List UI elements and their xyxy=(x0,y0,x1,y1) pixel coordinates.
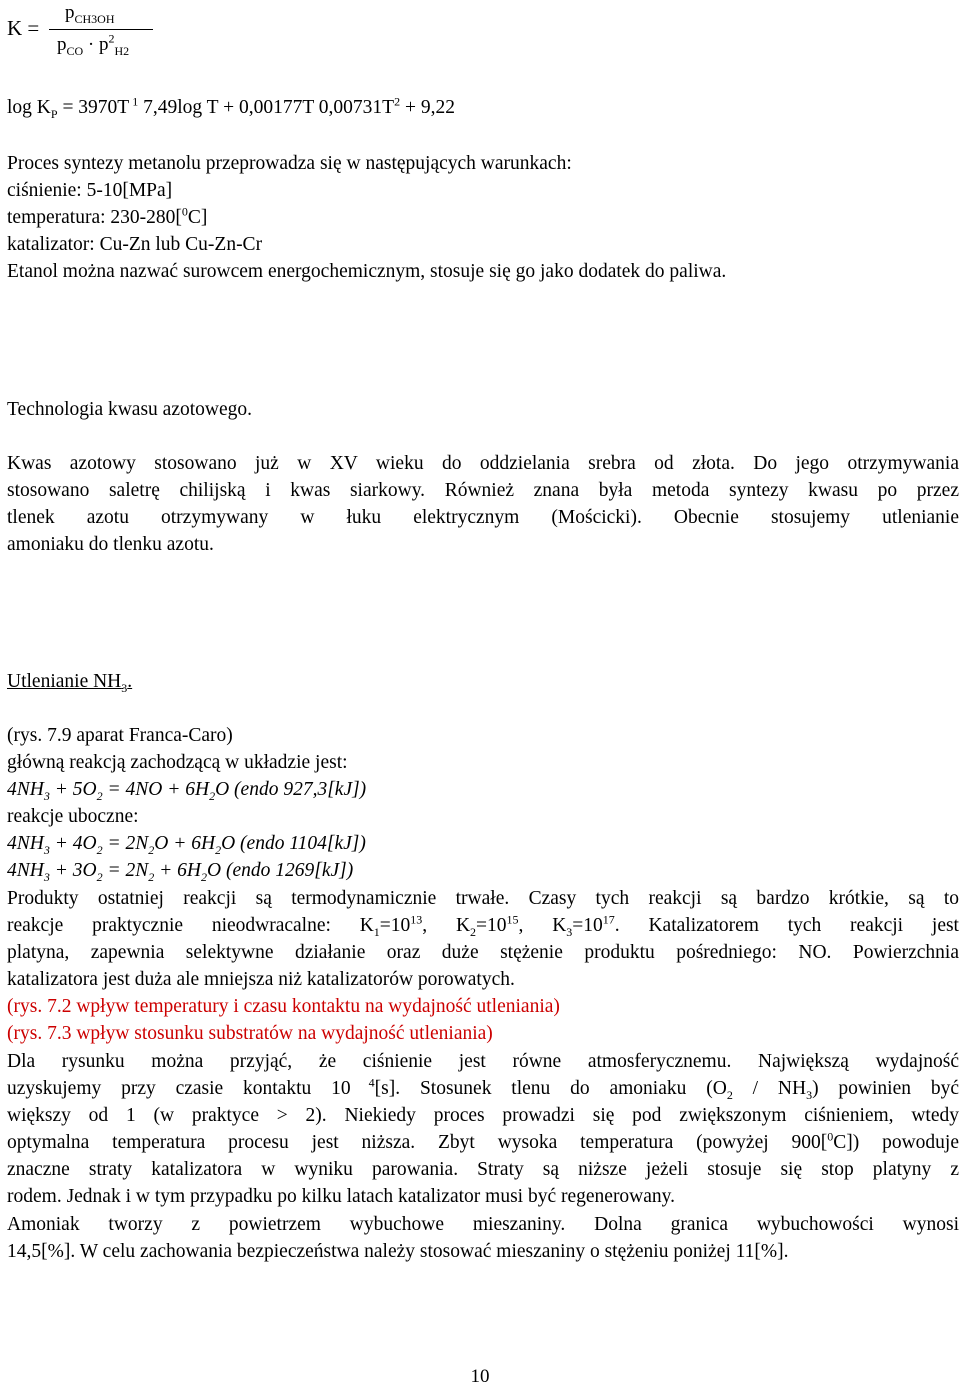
p3-line-4: katalizatora jest duża ale mniejsza niż katalizatorów porowatych. xyxy=(7,969,515,990)
p4-line-1: Dla rysunku można przyjąć, że ciśnienie jest równe atmosferycznemu. Największą wydajność xyxy=(7,1051,959,1072)
fraction-bar xyxy=(49,29,153,30)
side-reactions-label: reakcje uboczne: xyxy=(7,806,139,827)
methanol-line-3: temperatura: 230-280[$^0$C] xyxy=(7,204,208,228)
rys-7-3-ref: (rys. 7.3 wpływ stosunku substratów na wydajność utleniania) xyxy=(7,1023,493,1044)
p4-line-5: znaczne straty katalizatora w wyniku parowania. Straty są niższe jeżeli stosuje się stop platyny z xyxy=(7,1159,959,1180)
p4-line-4: optymalna temperatura procesu jest niższa. Zbyt wysoka temperatura (powyżej 900[$^0$C]) powoduje xyxy=(7,1129,959,1153)
methanol-line-5: Etanol można nazwać surowcem energochemicznym, stosuje się go jako dodatek do paliwa. xyxy=(7,261,727,282)
formula-denominator: $p_{CO} \cdot p^2_{H2}$ xyxy=(57,31,130,58)
methanol-line-2: ciśnienie: 5-10[MPa] xyxy=(7,180,173,201)
page-number: 10 xyxy=(470,1366,490,1387)
p1-line-2: stosowano saletrę chilijską i kwas siarkowy. Również znana była metoda syntezy kwasu po przez xyxy=(7,480,959,501)
methanol-line-1: Proces syntezy metanolu przeprowadza się w następujących warunkach: xyxy=(7,153,572,174)
equilibrium-formula xyxy=(7,2,247,66)
p1-line-3: tlenek azotu otrzymywany w łuku elektrycznym (Mościcki). Obecnie stosujemy utlenianie xyxy=(7,507,959,528)
methanol-line-4: katalizator: Cu-Zn lub Cu-Zn-Cr xyxy=(7,234,263,255)
main-reaction-label: główną reakcją zachodzącą w układzie jest: xyxy=(7,752,348,773)
reaction-3: $4NH_3 + 3O_2 = 2N_2 + 6H_2O$ (endo 1269[kJ]) xyxy=(7,860,354,884)
p1-line-1: Kwas azotowy stosowano już w XV wieku do oddzielania srebra od złota. Do jego otrzymywania xyxy=(7,453,959,474)
reaction-1: $4NH_3 + 5O_2 = 4NO + 6H_2O$ (endo 927,3[kJ]) xyxy=(7,779,367,803)
p3-line-1: Produkty ostatniej reakcji są termodynamicznie trwałe. Czasy tych reakcji są bardzo krótkie, są to xyxy=(7,888,959,909)
formula-k-label: K = xyxy=(7,16,40,40)
p4-line-2: uzyskujemy przy czasie kontaktu 10 $^4$[s]. Stosunek tlenu do amoniaku $(O_2 / NH_3)$ powinien być xyxy=(7,1075,960,1102)
rys-7-9: (rys. 7.9 aparat Franca-Caro) xyxy=(7,725,233,746)
p4-line-6: rodem. Jednak i w tym przypadku po kilku latach katalizator musi być regenerowany. xyxy=(7,1186,676,1207)
p1-line-4: amoniaku do tlenku azotu. xyxy=(7,534,214,555)
rys-7-2-ref: (rys. 7.2 wpływ temperatury i czasu kontaktu na wydajność utleniania) xyxy=(7,996,560,1017)
p5-line-1: Amoniak tworzy z powietrzem wybuchowe mieszaniny. Dolna granica wybuchowości wynosi xyxy=(7,1214,959,1235)
section-title: Technologia kwasu azotowego. xyxy=(7,399,253,420)
formula-numerator: $p_{CH3OH}$ xyxy=(65,2,115,26)
p4-line-3: większy od 1 (w praktyce > 2). Niekiedy proces prowadzi się pod zwiększonym ciśnieniem, wtedy xyxy=(7,1105,959,1126)
reaction-2: $4NH_3 + 4O_2 = 2N_2O + 6H_2O$ (endo 1104[kJ]) xyxy=(7,833,366,857)
subheading-nh3: Utlenianie $NH_3$. xyxy=(7,671,133,695)
p3-line-3: platyna, zapewnia selektywne działanie oraz duże stężenie produktu pośredniego: NO. Powierzchnia xyxy=(7,942,959,963)
p3-line-2: reakcje praktycznie nieodwracalne: $K_1=10^{13}$, $K_2=10^{15}$, $K_3=10^{17}$. Katalizatorem tych reakcji jest xyxy=(7,912,959,939)
p5-line-2: 14,5[%]. W celu zachowania bezpieczeństwa należy stosować mieszaniny o stężeniu poniżej 11[%]. xyxy=(7,1241,789,1262)
logkp-equation: $\log K_P = 3970T$ $^1$ 7,49log T + 0,00177T $0,00731T^2 + 9,22$ xyxy=(7,94,455,121)
